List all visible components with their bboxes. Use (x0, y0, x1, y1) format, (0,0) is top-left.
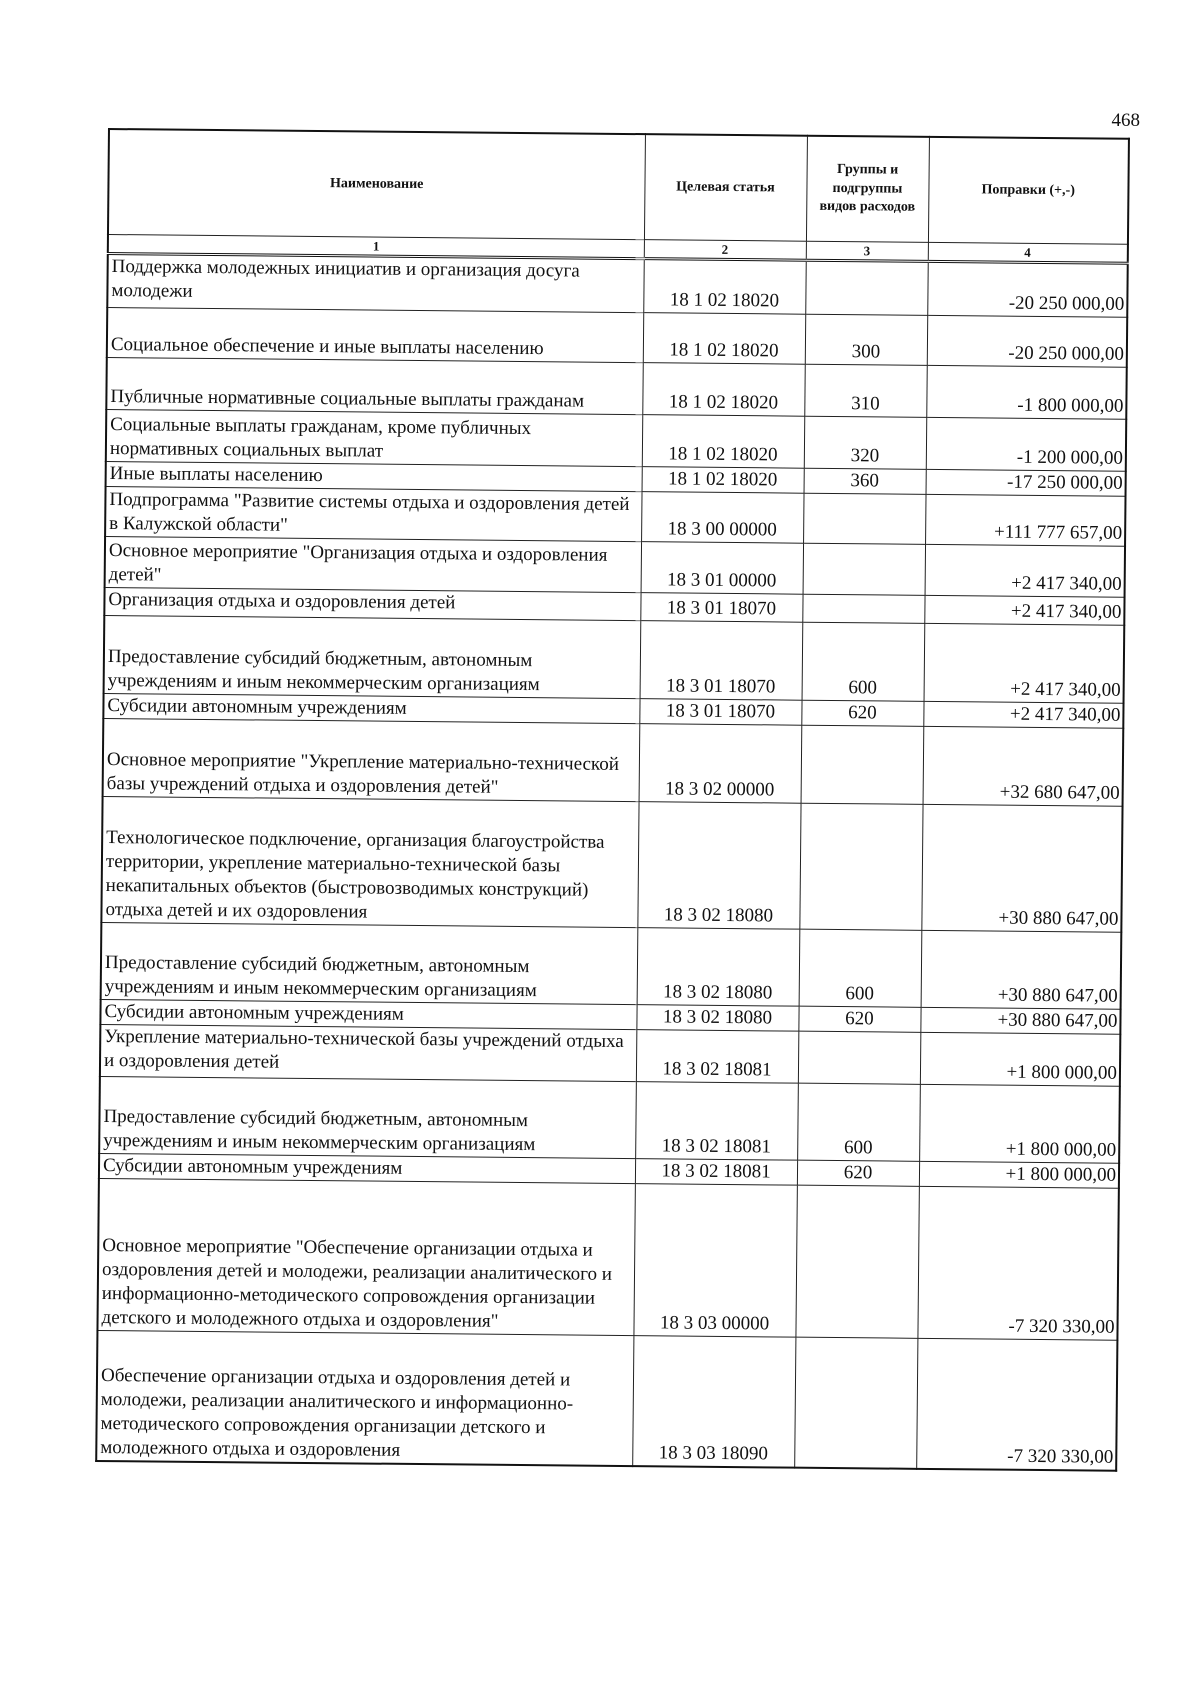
header-name: Наименование (108, 129, 645, 240)
row-amount: +1 800 000,00 (920, 1032, 1120, 1086)
row-target-article: 18 1 02 18020 (643, 313, 805, 365)
row-amount: +1 800 000,00 (919, 1084, 1120, 1163)
row-expense-group (799, 803, 922, 930)
row-target-article: 18 3 02 18080 (636, 1005, 798, 1032)
row-target-article: 18 3 01 18070 (640, 621, 803, 701)
row-expense-group: 600 (802, 622, 925, 701)
row-amount: +2 417 340,00 (925, 544, 1125, 597)
column-number: 2 (644, 240, 806, 261)
row-expense-group (803, 493, 925, 544)
table-row (106, 409, 1126, 471)
row-name: Поддержка молодежных инициатив и организация досуга молодежи (107, 254, 643, 313)
column-number: 1 (108, 235, 644, 259)
row-amount: -1 800 000,00 (926, 365, 1126, 419)
row-amount: +2 417 340,00 (923, 701, 1123, 728)
header-expense-groups: Группы и подгруппы видов расходов (806, 136, 929, 243)
header-target-article: Целевая статья (644, 134, 807, 241)
row-amount: +30 880 647,00 (920, 1007, 1120, 1034)
row-target-article: 18 1 02 18020 (642, 415, 804, 469)
table-row (107, 308, 1127, 368)
row-target-article: 18 1 02 18020 (642, 467, 804, 494)
row-name: Организация отдыха и оздоровления детей (104, 587, 640, 620)
row-name: Предоставление субсидий бюджетным, автономным учреждениям и иным некоммерческим организациям (99, 1076, 636, 1158)
table-row (101, 922, 1122, 1009)
row-target-article: 18 3 02 18080 (637, 928, 800, 1007)
row-target-article: 18 3 02 18081 (635, 1159, 797, 1186)
row-target-article: 18 1 02 18020 (643, 259, 806, 315)
row-name: Социальное обеспечение и иные выплаты населению (107, 308, 643, 363)
row-amount: +30 880 647,00 (921, 804, 1122, 932)
header-row (108, 129, 1129, 244)
row-expense-group: 600 (797, 1083, 920, 1161)
row-amount: +30 880 647,00 (921, 930, 1122, 1009)
row-target-article: 18 3 01 18070 (640, 593, 802, 623)
row-name: Технологическое подключение, организация благоустройства территории, укрепление материально-технической базы некапитальных объектов (быстровозводимых конструкций) отдыха детей и их оздоровления (101, 796, 638, 927)
row-expense-group (802, 594, 924, 623)
column-number: 4 (928, 242, 1128, 263)
row-name: Публичные нормативные социальные выплаты гражданам (106, 357, 642, 414)
table-row (103, 718, 1124, 806)
row-expense-group: 620 (797, 1160, 919, 1186)
table-row (97, 1178, 1118, 1340)
row-expense-group: 620 (801, 700, 923, 726)
row-amount: +32 680 647,00 (923, 726, 1124, 806)
row-amount: +1 800 000,00 (919, 1161, 1119, 1188)
header-amendments: Поправки (+,-) (928, 137, 1129, 244)
row-target-article: 18 3 01 18070 (639, 699, 801, 726)
row-expense-group (798, 1031, 920, 1084)
row-target-article: 18 3 02 18081 (636, 1030, 798, 1084)
table-row (96, 1330, 1117, 1470)
row-name: Предоставление субсидий бюджетным, автономным учреждениям и иным некоммерческим организациям (101, 922, 638, 1004)
row-name: Иные выплаты населению (106, 461, 642, 491)
row-target-article: 18 3 02 18080 (637, 802, 800, 930)
row-name: Основное мероприятие "Укрепление материально-технической базы учреждений отдыха и оздоровления детей" (103, 718, 640, 801)
row-expense-group: 620 (798, 1006, 920, 1032)
row-name: Подпрограмма "Развитие системы отдыха и оздоровления детей в Калужской области" (105, 486, 641, 541)
row-target-article: 18 3 02 00000 (639, 724, 802, 804)
table-row (106, 357, 1126, 419)
row-amount: +2 417 340,00 (924, 595, 1124, 625)
column-number: 3 (806, 241, 928, 261)
row-expense-group: 600 (799, 929, 922, 1007)
row-name: Обеспечение организации отдыха и оздоровления детей и молодежи, реализации аналитического и информационно-методического сопровождения организации детского и молодежного отдыха и оздоровления (96, 1330, 633, 1465)
row-amount: +2 417 340,00 (924, 623, 1125, 703)
row-amount: -17 250 000,00 (926, 469, 1126, 496)
row-target-article: 18 3 01 00000 (641, 542, 803, 595)
row-target-article: 18 3 02 18081 (635, 1082, 798, 1161)
table-row (101, 796, 1122, 932)
table-row (107, 254, 1127, 318)
row-expense-group (803, 543, 925, 595)
row-expense-group (795, 1185, 918, 1338)
row-amount: -20 250 000,00 (927, 315, 1127, 367)
budget-amendments-table (95, 128, 1130, 1471)
row-name: Субсидии автономным учреждениям (100, 999, 636, 1029)
table-row (104, 615, 1125, 703)
row-target-article: 18 3 03 18090 (632, 1336, 795, 1468)
row-expense-group: 360 (804, 468, 926, 494)
row-name: Предоставление субсидий бюджетным, автономным учреждениям и иным некоммерческим организациям (104, 615, 641, 698)
row-expense-group: 300 (805, 314, 927, 365)
row-name: Субсидии автономным учреждениям (99, 1153, 635, 1183)
row-name: Основное мероприятие "Организация отдыха и оздоровления детей" (105, 536, 641, 592)
row-target-article: 18 1 02 18020 (642, 363, 804, 417)
row-target-article: 18 3 03 00000 (633, 1184, 796, 1338)
row-name: Укрепление материально-технической базы учреждений отдыха и оздоровления детей (100, 1024, 636, 1081)
row-target-article: 18 3 00 00000 (641, 492, 803, 544)
row-name: Социальные выплаты гражданам, кроме публичных нормативных социальных выплат (106, 409, 642, 466)
page-number: 468 (1111, 110, 1140, 131)
row-amount: -7 320 330,00 (916, 1338, 1117, 1470)
row-expense-group: 310 (804, 364, 926, 417)
row-name: Основное мероприятие "Обеспечение организации отдыха и оздоровления детей и молодежи, реализации аналитического и информационно-методического сопровождения организации детского и молодежного отдыха и оздоровления" (97, 1178, 634, 1335)
row-amount: -7 320 330,00 (917, 1186, 1118, 1340)
row-amount: -1 200 000,00 (926, 417, 1126, 471)
table-row (105, 486, 1125, 546)
row-expense-group (801, 725, 924, 804)
table-row (99, 1076, 1120, 1163)
row-amount: +111 777 657,00 (925, 494, 1125, 546)
row-expense-group: 320 (804, 416, 926, 469)
row-expense-group (805, 260, 928, 315)
row-amount: -20 250 000,00 (927, 261, 1128, 317)
row-expense-group (794, 1337, 917, 1468)
row-name: Субсидии автономным учреждениям (103, 693, 639, 723)
